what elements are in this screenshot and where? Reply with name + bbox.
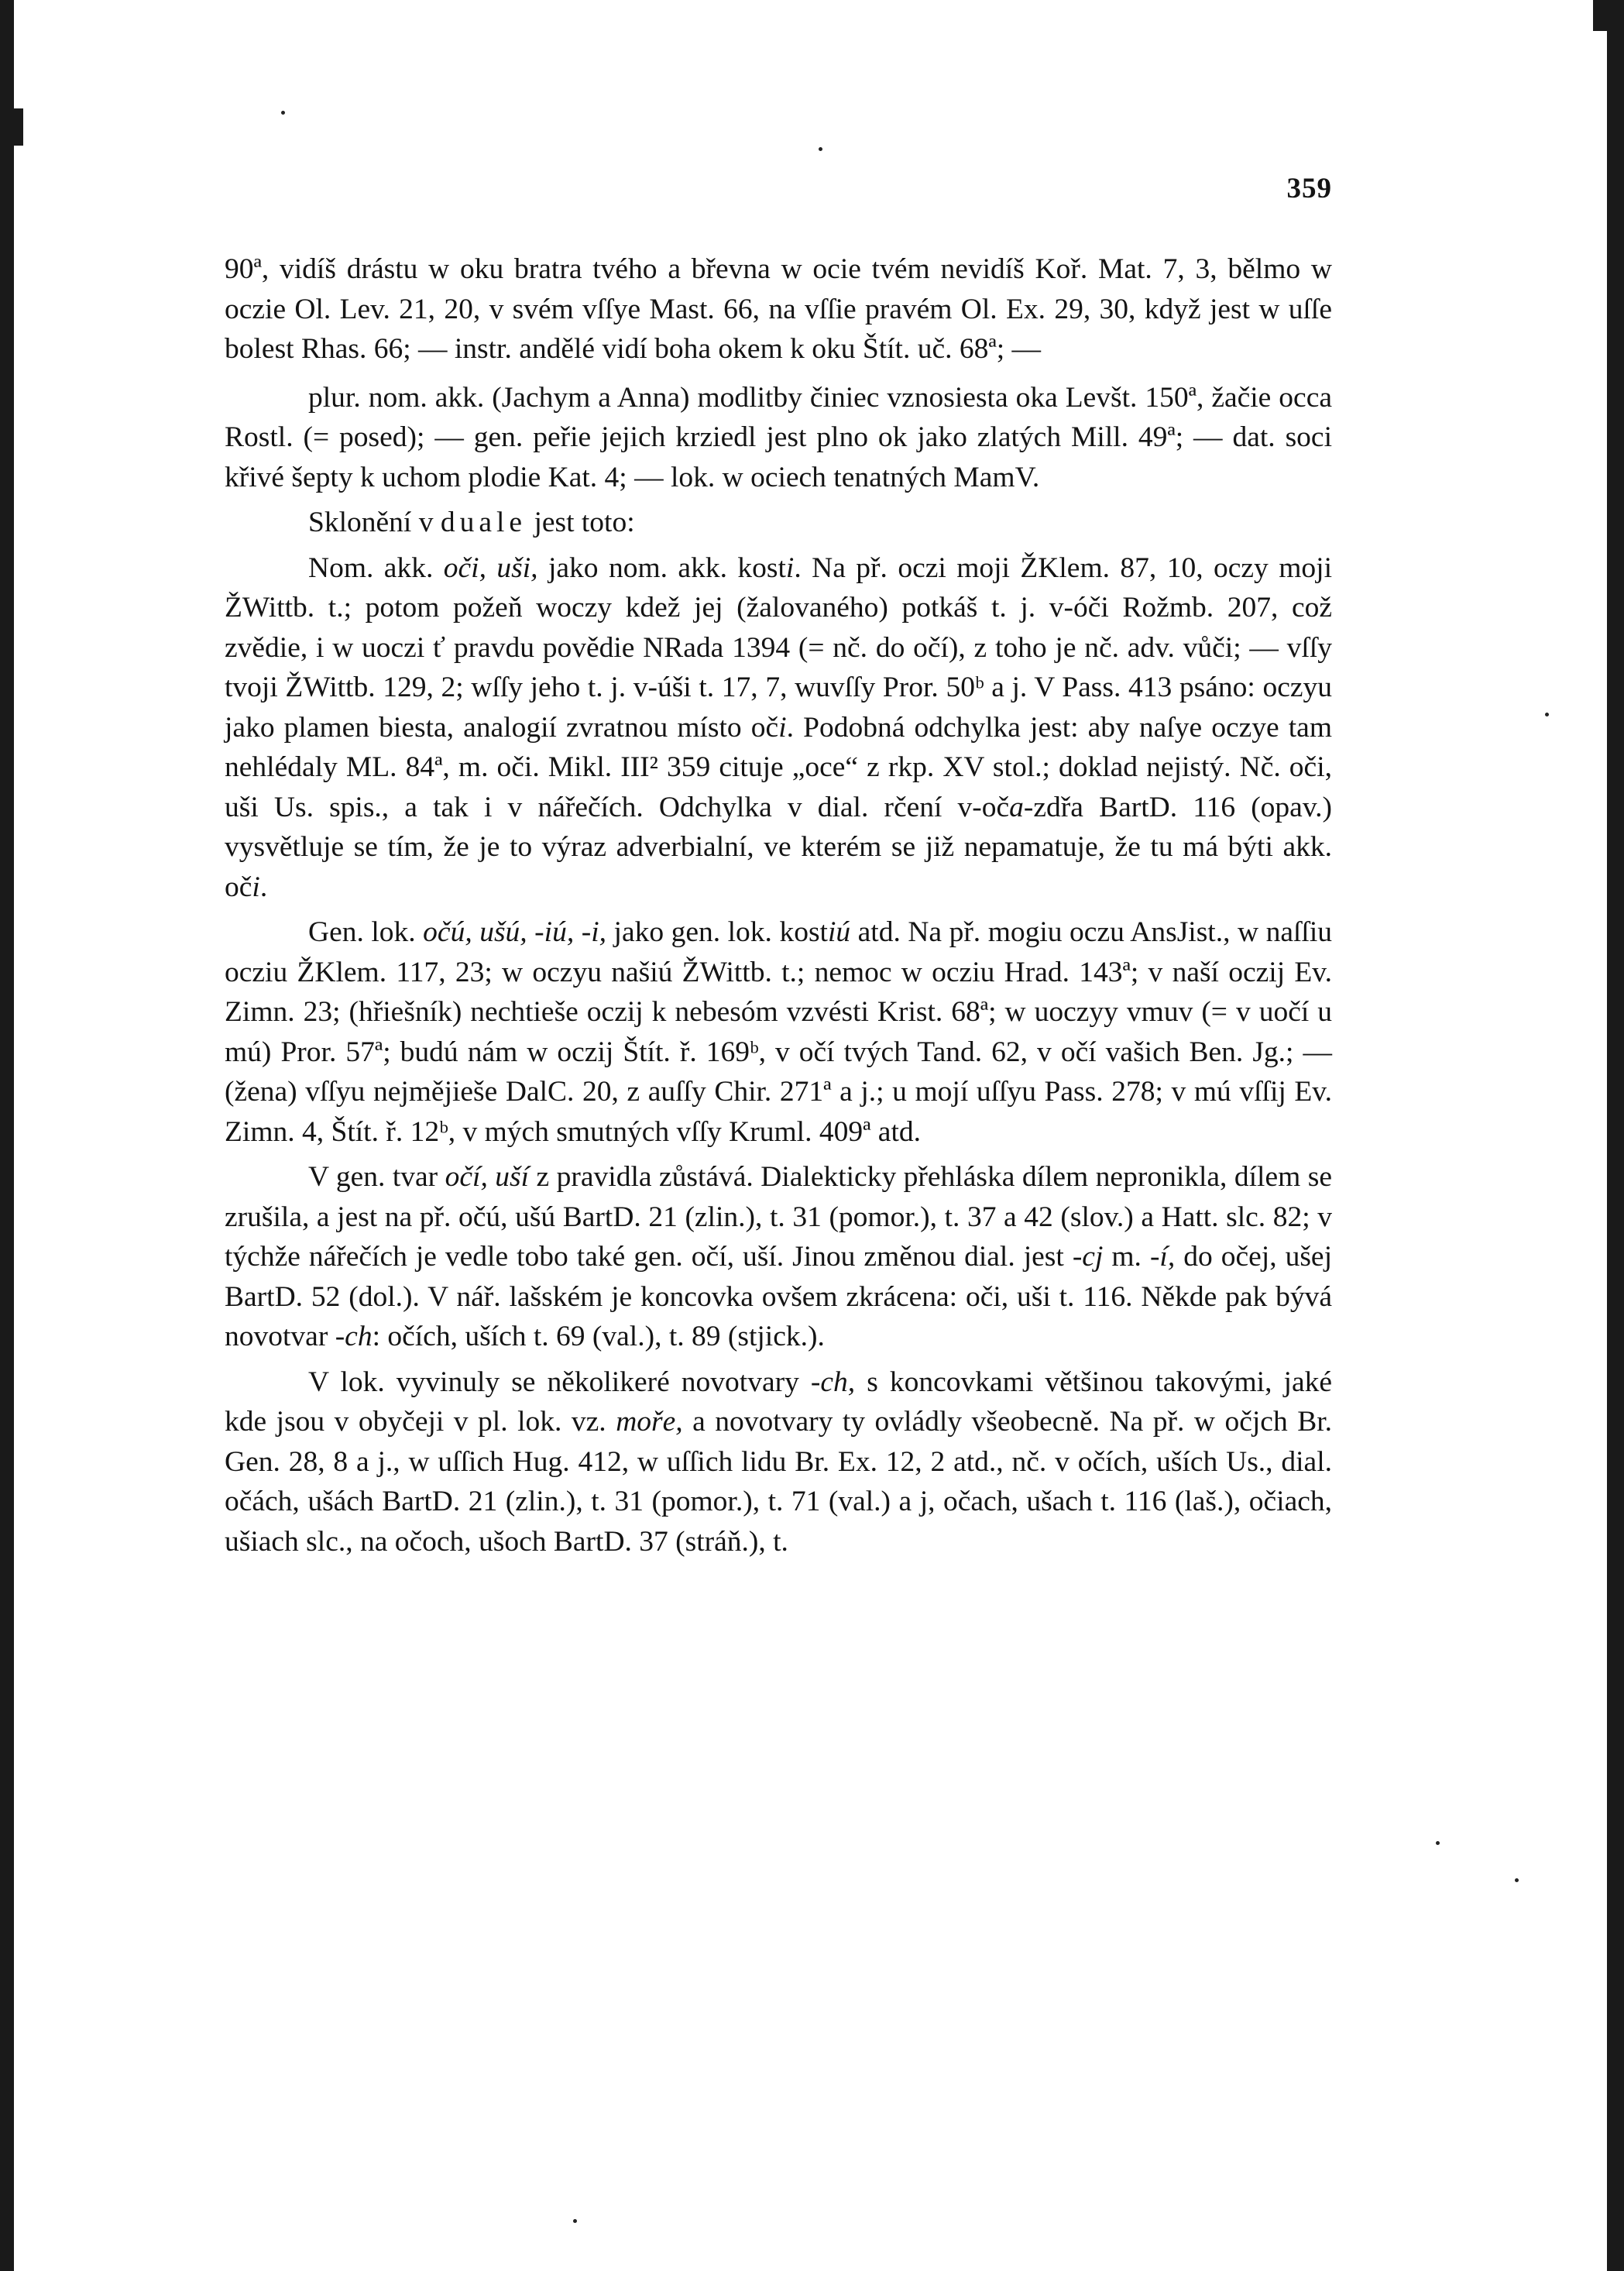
text-run: Gen. lok. [308, 916, 424, 948]
italic-text: i [252, 871, 260, 903]
italic-text: i [785, 551, 795, 584]
text-run: jest toto: [527, 507, 635, 538]
text-run: . [259, 871, 268, 903]
italic-text: očú, ušú, -iú, -i, [423, 916, 607, 948]
italic-text: očí, uší [445, 1161, 530, 1193]
italic-text: -ch [335, 1321, 373, 1352]
text-run: Nom. akk. [308, 551, 444, 584]
scan-edge-mark [14, 108, 23, 146]
spaced-emphasis: duale [440, 507, 527, 538]
dust-speck [1515, 1878, 1519, 1882]
text-run: . Podobná odchylka jest: aby naſye oczye tam nehlédaly ML. 84ª, m. oči. Mikl. III² 359 cituje „oce“ z rkp. XV stol.; doklad nejistý. Nč. oči, uši Us. spis., a tak i v nářečích. Odchylka v dial. rčení v-oč [225, 711, 1332, 823]
italic-text: -í, [1149, 1241, 1176, 1273]
italic-text: i [778, 711, 787, 744]
paragraph-p6 [225, 1157, 1332, 1357]
paragraph-p1 [225, 249, 1332, 369]
paragraph-p7 [225, 1362, 1332, 1562]
paragraph-p4 [225, 548, 1332, 908]
paragraph-p5 [225, 912, 1332, 1152]
italic-text: -ch, [810, 1366, 856, 1398]
text-run: V lok. vyvinuly se několikeré novotvary [308, 1366, 811, 1398]
text-run: : očích, uších t. 69 (val.), t. 89 (stjick.). [372, 1321, 825, 1352]
text-run: s koncovkami většinou takovými, jaké kde jsou v obyčeji v pl. lok. vz. [225, 1366, 1332, 1438]
italic-text: iú [827, 916, 851, 948]
text-run: 90ª, vidíš drástu w oku bratra tvého a břevna w ocie tvém nevidíš Kоř. Mat. 7, 3, bělmo w oczie Ol. Lev. 21, 20, v svém vſſye Mast. 66, na vſſie pravém Ol. Ex. 29, 30, když jest w uſſe bolest Rhas. 66; — instr. andělé vidí boha okem k oku Štít. uč. 68ª; — [225, 253, 1332, 365]
dust-speck [1436, 1841, 1440, 1845]
dust-speck [1545, 713, 1549, 716]
text-run: plur. nom. akk. (Jachym a Anna) modlitby činiec vznosiesta oka Levšt. 150ª, žačie occa Rostl. (= posed); — gen. peřie jejich krziedl jest plno ok jako zlatých Mill. 49ª; — dat. soci křivé šepty k uchom plodie Kat. 4; — lok. w ociech tenatných MamV. [225, 381, 1332, 493]
text-run: atd. Na př. mogiu oczu AnsJist., w naſſiu ocziu ŽKlem. 117, 23; w oczyu našiú ŽWittb. t.; nemoc w ocziu Hrad. 143ª; v naší oczij Ev. Zimn. 23; (hřiešník) nechtieše oczij k nebesóm vzvésti Krist. 68ª; w uoczyy vmuv (= v uočí u mú) Pror. 57ª; budú nám w oczij Štít. ř. 169ᵇ, v očí tvých Tand. 62, v očí vašich Ben. Jg.; — (žena) vſſyu nejmějieše DalC. 20, z auſſy Chir. 271ª a j.; u mojí uſſyu Pass. 278; v mú vſſij Ev. Zimn. 4, Štít. ř. 12ᵇ, v mých smutných vſſy Kruml. 409ª atd. [225, 916, 1332, 1148]
text-run: m. [1103, 1241, 1150, 1273]
italic-text: oči, uši, [443, 551, 538, 584]
paragraph-p2 [225, 378, 1332, 498]
body-text [225, 249, 1332, 1562]
scan-edge-right-top [1593, 0, 1607, 31]
text-run: jako gen. lok. kost [606, 916, 828, 948]
text-run: Sklonění v [308, 507, 441, 538]
italic-text: moře, [616, 1406, 683, 1438]
text-run: z pravidla zůstává. Dialekticky přehláska dílem nepronikla, dílem se zrušila, a jest na př. očú, ušú BartD. 21 (zlin.), t. 31 (pomor.), t. 37 a 42 (slov.) a Hatt. slc. 82; v týchže nářečích je vedle tobo také gen. očí, uší. Jinou změnou dial. jest [225, 1161, 1332, 1273]
scan-edge-right [1607, 0, 1624, 2271]
dust-speck [819, 147, 822, 151]
dust-speck [573, 2219, 577, 2223]
paragraph-p3 [225, 503, 1332, 543]
text-run: a novotvary ty ovládly všeobecně. Na př. w očjch Br. Gen. 28, 8 a j., w uſſich Hug. 412, w uſſich lidu Br. Ex. 12, 2 atd., nč. v očích, uších Us., dial. očách, ušách BartD. 21 (zlin.), t. 31 (pomor.), t. 71 (val.) a j, očach, ušach t. 116 (laš.), očiach, ušiach slc., na očoch, ušoch BartD. 37 (stráň.), t. [225, 1406, 1333, 1558]
scan-edge-left [0, 0, 14, 2271]
italic-text: -cj [1072, 1241, 1104, 1273]
page-number: 359 [1286, 173, 1332, 204]
text-run: . Na př. oczi moji ŽKlem. 87, 10, oczy moji ŽWittb. t.; potom požeň woczy kdež jej (žalovaného) potkáš t. j. v-óči Rožmb. 207, což zvědie, i w uoczi ť pravdu povědie NRada 1394 (= nč. do očí), z toho je nč. adv. vůči; — vſſy tvoji ŽWittb. 129, 2; wſſy jeho t. j. v-úši t. 17, 7, wuvſſy Pror. 50ᵇ a j. V Pass. 413 psáno: oczyu jako plamen biesta, analogií zvratnou místo oč [225, 551, 1332, 744]
dust-speck [281, 111, 285, 115]
text-run: do očej, ušej BartD. 52 (dol.). V nář. lašském je koncovka ovšem zkrácena: oči, uši t. 116. Někde pak bývá novotvar [225, 1241, 1332, 1352]
text-run: V gen. tvar [308, 1161, 445, 1193]
text-run: -zdřa BartD. 116 (opav.) vysvětluje se tím, že je to výraz adverbialní, ve kterém se již nepamatuje, že tu má býti akk. oč [225, 791, 1333, 903]
text-run: jako nom. akk. kost [537, 551, 786, 584]
italic-text: a [1009, 791, 1024, 823]
